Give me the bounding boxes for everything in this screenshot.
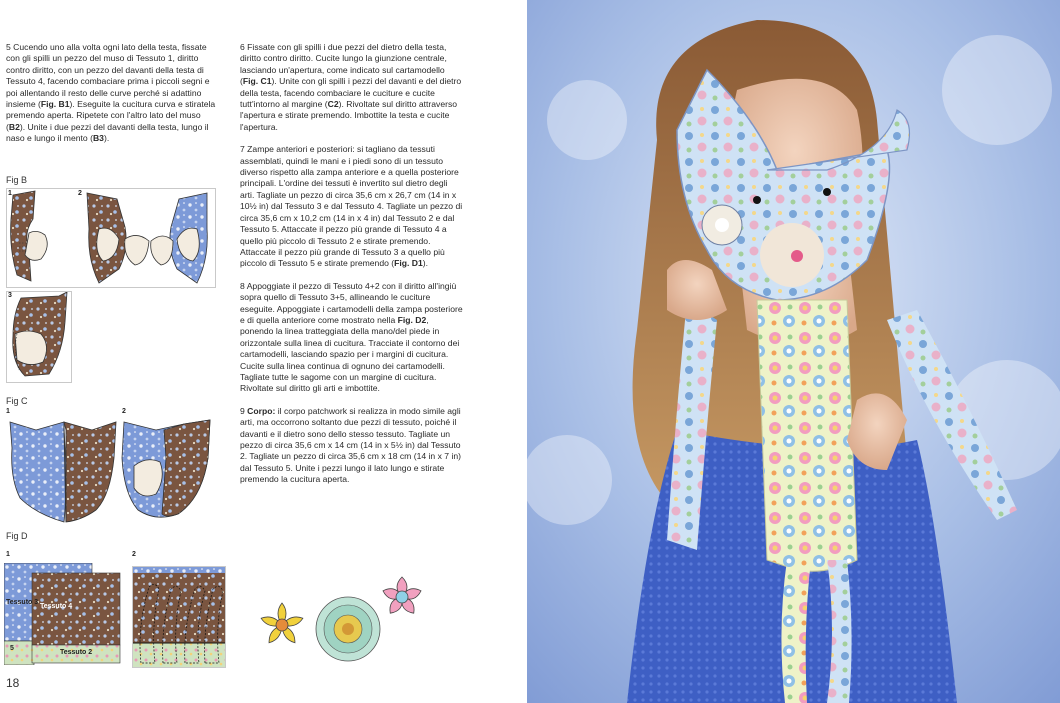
fig-b1-number: 1: [8, 190, 12, 197]
fig-b1-b2-box: [6, 188, 216, 288]
tessuto-2-label: Tessuto 2: [60, 649, 93, 656]
page-number: 18: [6, 676, 20, 690]
step-6: 6 Fissate con gli spilli i due pezzi del dietro della testa, diritto contro diritto. Cucite lungo la giunzione centrale, lasciando un'apertura, come indicato sul cartamodello (Fig. C1). Unite con gli spilli i pezzi del davanti e del dietro della testa, facendo combaciare le cuciture e cucite tutt'intorno al margine (C2). Rivoltate sul diritto attraverso l'apertura e stirate premendo. Imbottite la testa e cucite l'apertura.: [240, 42, 462, 132]
instructions-column-2: [240, 42, 464, 497]
fig-d1-drawing: [4, 563, 122, 665]
fig-b-label: Fig B: [6, 175, 28, 185]
fig-b2-number: 2: [78, 190, 82, 197]
flower-motifs: [256, 575, 426, 665]
fig-d2-number: 2: [132, 551, 136, 558]
tessuto-4-label: Tessuto 4: [40, 603, 73, 610]
fig-b3-number: 3: [8, 292, 12, 299]
teal-flower-icon: [316, 597, 380, 661]
photo-girl-with-cat-toy: [527, 0, 1060, 703]
yellow-flower-icon: [260, 603, 304, 645]
fig-c2-number: 2: [122, 408, 126, 415]
step-5: 5 Cucendo uno alla volta ogni lato della testa, fissate con gli spilli un pezzo del muso di Tessuto 1, diritto contro diritto, con un pezzo del davanti della testa di Tessuto 4, facendo combaciare prima i piccoli segni e poi allentando il resto delle curve perché si adattino insieme (Fig. B1). Eseguite la cucitura curva e stiratela premendo aperta. Ripetete con l'altro lato del muso (B2). Unite i due pezzi del davanti della testa, lungo il naso e lungo il mento (B3).: [6, 42, 216, 144]
tessuto-5-label: 5: [10, 645, 14, 652]
step-9: 9 Corpo: il corpo patchwork si realizza in modo simile agli arti, ma occorrono soltanto due pezzi di tessuto, poiché il davanti e il dietro sono dello stesso tessuto. Tagliate un pezzo di circa 35,6 cm x 14 cm (14 in x 5½ in) dal Tessuto 2. Tagliate un pezzo di circa 35,6 cm x 18 cm (14 in x 7 in) dal Tessuto 5. Unite i pezzi lungo il lato lungo e stirate premendo la cucitura aperta.: [240, 405, 461, 485]
fig-c-drawing: [6, 418, 216, 526]
fig-d-label: Fig D: [6, 531, 28, 541]
tessuto-3-label: Tessuto 3: [6, 599, 39, 606]
fig-d2-drawing: [132, 566, 226, 668]
pink-flower-icon: [381, 577, 422, 616]
fig-c1-number: 1: [6, 408, 10, 415]
instructions-column-1: [6, 42, 218, 156]
fig-b3-box: [6, 291, 72, 383]
left-page: [0, 0, 527, 703]
fig-c-label: Fig C: [6, 396, 28, 406]
step-8: 8 Appoggiate il pezzo di Tessuto 4+2 con il diritto all'ingiù sopra quello di Tessuto 3+5, allineando le cuciture eseguite. Appoggiate i cartamodelli della zampa posteriore e di quella anteriore come mostrato nella Fig. D2, ponendo la linea tratteggiata della mano/del piede in orizzontale sulla linea di cucitura. Tracciate il contorno dei cartamodelli, lasciando spazio per i margini di cucitura. Cucite sulla linea continua di ognuno dei cartamodelli. Tagliate tutte le sagome con un margine di cucitura. Rivoltate sul diritto gli arti e imbottite.: [240, 280, 463, 394]
step-7: 7 Zampe anteriori e posteriori: si tagliano da tessuti assemblati, quindi le mani e i piedi sono di un tessuto diverso rispetto alla zampa anteriore e a quella posteriore principali. L'ordine dei tessuti è invertito sul dietro degli arti. Tagliate un pezzo di circa 35,6 cm x 26,7 cm (14 in x 10½ in) dal Tessuto 3 e dal Tessuto 4. Tagliate un pezzo di circa 35,6 cm x 10,2 cm (14 in x 4 in) dal Tessuto 2 e dal Tessuto 5. Attaccate il pezzo più grande di Tessuto 4 a quello più piccolo di Tessuto 2 e stirate premendo. Attaccate il pezzo più grande di Tessuto 3 a quello più piccolo di Tessuto 5 e stirate premendo (Fig. D1).: [240, 144, 463, 269]
fig-d1-number: 1: [6, 551, 10, 558]
